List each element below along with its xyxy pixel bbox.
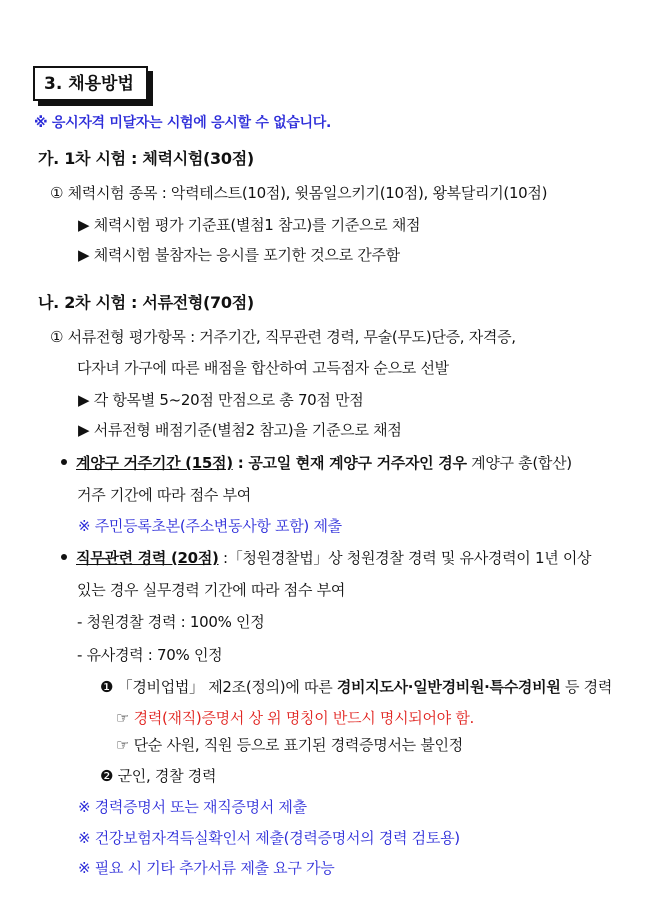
residence-line2: 거주 기간에 따라 점수 부여 <box>77 486 251 504</box>
residence-note: ※ 주민등록초본(주소변동사항 포함) 제출 <box>78 517 342 535</box>
section-title: 3. 채용방법 <box>33 66 148 101</box>
part-na-sub2: ▶ 서류전형 배점기준(별첨2 참고)을 기준으로 채점 <box>78 421 402 439</box>
part-na-sub1: ▶ 각 항목별 5~20점 만점으로 총 70점 만점 <box>78 391 364 409</box>
bullet-dot <box>61 459 67 465</box>
part-na-heading: 나. 2차 시험 : 서류전형(70점) <box>38 293 254 312</box>
career-label: 직무관련 경력 (20점) <box>76 549 219 567</box>
career-line2: 있는 경우 실무경력 기간에 따라 점수 부여 <box>77 581 346 599</box>
part-ga-sub1: ▶ 체력시험 평가 기준표(별첨1 참고)를 기준으로 채점 <box>78 216 421 234</box>
part-na-item1-line1: ① 서류전형 평가항목 : 거주기간, 직무관련 경력, 무술(무도)단증, 자격증, <box>50 328 516 346</box>
career-numbered-1 <box>100 677 612 697</box>
part-ga-sub2: ▶ 체력시험 불참자는 응시를 포기한 것으로 간주함 <box>78 246 400 264</box>
residence-bold-text: 공고일 현재 계양구 거주자인 경우 <box>248 454 467 472</box>
numbered-1-pre: ❶ 「경비업법」 제2조(정의)에 따른 <box>100 678 337 696</box>
part-na-item1-line2: 다자녀 가구에 따른 배점을 합산하여 고득점자 순으로 선발 <box>77 359 449 377</box>
career-note-3: ※ 필요 시 기타 추가서류 제출 요구 가능 <box>78 859 335 877</box>
career-numbered-2: ❷ 군인, 경찰 경력 <box>100 767 217 785</box>
residence-label: 계양구 거주기간 (15점) <box>76 454 233 472</box>
eligibility-notice: ※ 응시자격 미달자는 시험에 응시할 수 없습니다. <box>34 115 332 131</box>
career-hand-note-2: ☞ 단순 사원, 직원 등으로 표기된 경력증명서는 불인정 <box>116 736 463 754</box>
career-line1 <box>61 548 591 568</box>
residence-text-rest: 계양구 총(합산) <box>466 454 572 472</box>
career-text-rest: :「청원경찰법」상 청원경찰 경력 및 유사경력이 1년 이상 <box>218 549 592 567</box>
career-dash2: - 유사경력 : 70% 인정 <box>77 646 223 664</box>
bullet-dot <box>61 554 67 560</box>
hand-note-1-text: 경력(재직)증명서 상 위 명칭이 반드시 명시되어야 함. <box>129 709 474 727</box>
part-ga-heading: 가. 1차 시험 : 체력시험(30점) <box>38 149 254 168</box>
numbered-1-bold: 경비지도사·일반경비원·특수경비원 <box>336 678 561 696</box>
career-note-2: ※ 건강보험자격득실확인서 제출(경력증명서의 경력 검토용) <box>78 829 460 847</box>
numbered-1-post: 등 경력 <box>560 678 613 696</box>
section-title-box <box>33 66 148 101</box>
career-dash1: - 청원경찰 경력 : 100% 인정 <box>77 613 265 631</box>
residence-colon: : <box>232 454 249 472</box>
pointing-hand-icon: ☞ <box>116 709 130 727</box>
career-hand-note-1 <box>116 708 474 728</box>
part-ga-item1: ① 체력시험 종목 : 악력테스트(10점), 윗몸일으키기(10점), 왕복달리기(10점) <box>50 184 548 202</box>
residence-line1 <box>61 453 572 473</box>
career-note-1: ※ 경력증명서 또는 재직증명서 제출 <box>78 798 307 816</box>
